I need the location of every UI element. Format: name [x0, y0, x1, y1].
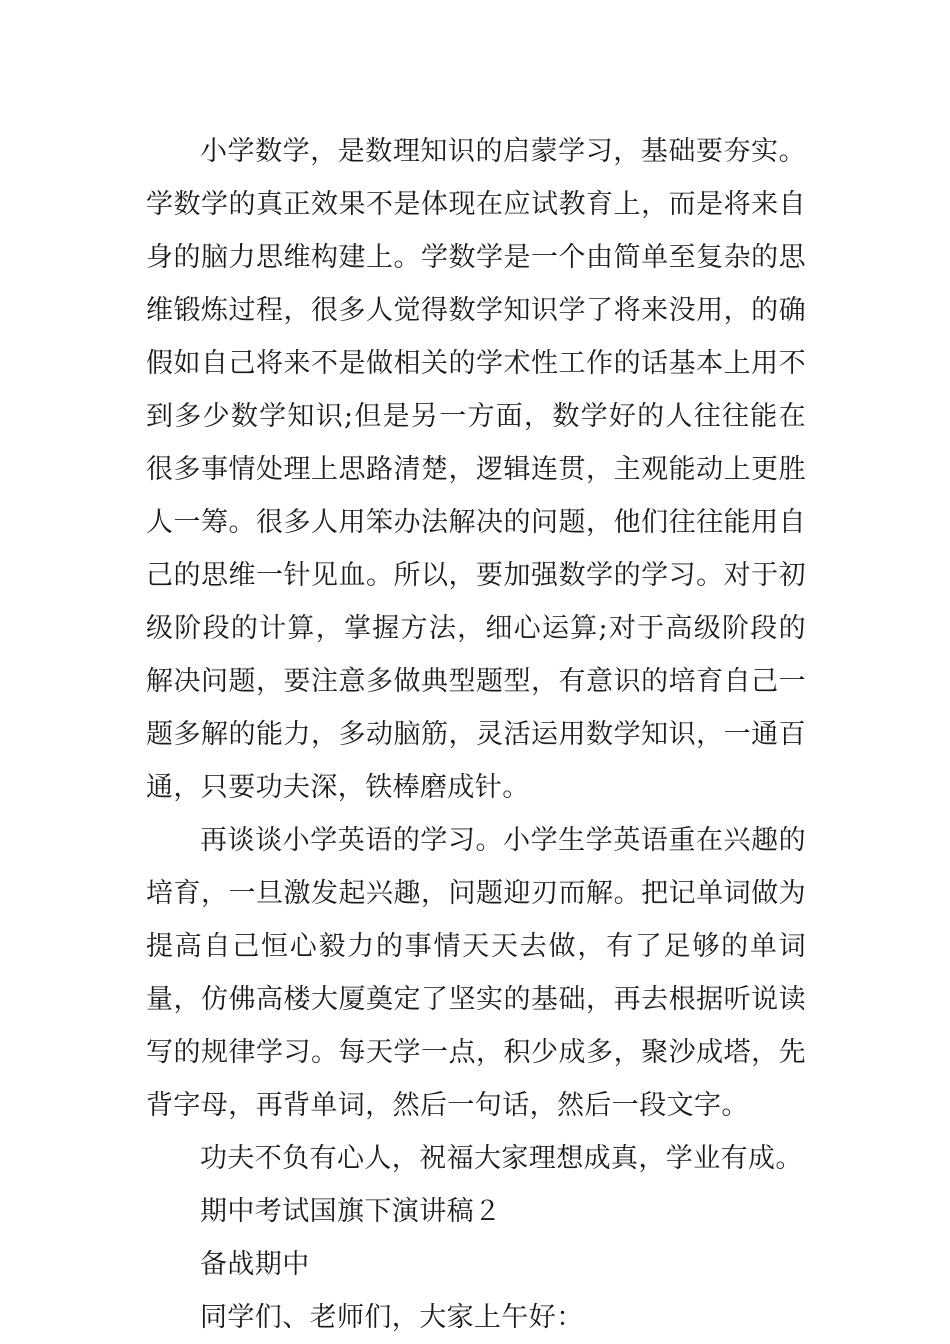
- speech-title: 期中考试国旗下演讲稿２: [200, 1196, 502, 1227]
- greeting: 同学们、老师们，大家上午好：: [200, 1302, 584, 1333]
- paragraph-english: 再谈谈小学英语的学习。小学生学英语重在兴趣的培育，一旦激发起兴趣，问题迎刃而解。把记单词做为提高自己恒心毅力的事情天天去做，有了足够的单词量，仿佛高楼大厦奠定了坚实的基础，再去根据听说读写的规律学习。每天学一点，积少成多，聚沙成塔，先背字母，再背单词，然后一句话，然后一段文字。: [146, 825, 806, 1121]
- document-body: [146, 125, 806, 1344]
- speech-subtitle: 备战期中: [200, 1249, 310, 1280]
- paragraph-math: 小学数学，是数理知识的启蒙学习，基础要夯实。学数学的真正效果不是体现在应试教育上，而是将来自身的脑力思维构建上。学数学是一个由简单至复杂的思维锻炼过程，很多人觉得数学知识学了将来没用，的确假如自己将来不是做相关的学术性工作的话基本上用不到多少数学知识;但是另一方面，数学好的人往往能在很多事情处理上思路清楚，逻辑连贯，主观能动上更胜人一筹。很多人用笨办法解决的问题，他们往往能用自己的思维一针见血。所以，要加强数学的学习。对于初级阶段的计算，掌握方法，细心运算;对于高级阶段的解决问题，要注意多做典型题型，有意识的培育自己一题多解的能力，多动脑筋，灵活运用数学知识，一通百通，只要功夫深，铁棒磨成针。: [146, 136, 806, 803]
- closing-wish: 功夫不负有心人，祝福大家理想成真，学业有成。: [200, 1143, 803, 1174]
